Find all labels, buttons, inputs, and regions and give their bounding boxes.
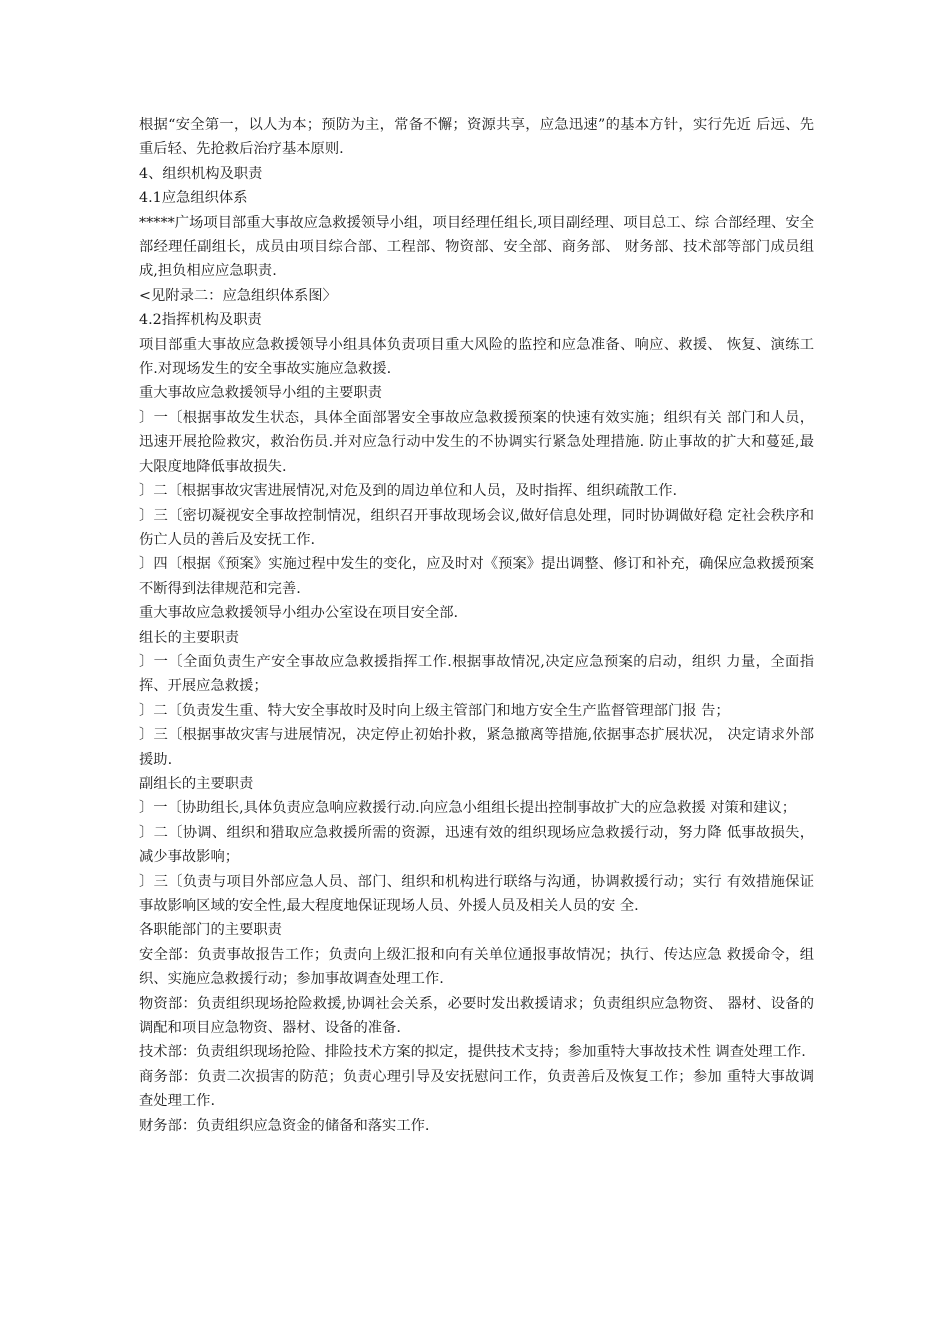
list-item: 〕四〔根据《预案》实施过程中发生的变化，应及时对《预案》提出调整、修订和补充，确保应急救援预案不断得到法律规范和完善.: [139, 556, 814, 597]
list-item: 〕三〔负责与项目外部应急人员、部门、组织和机构进行联络与沟通，协调救援行动；实行 有效措施保证事故影响区域的安全性,最大程度地保证现场人员、外援人员及相关人员的安 全.: [139, 873, 814, 914]
paragraph-leading-group: *****广场项目部重大事故应急救援领导小组，项目经理任组长,项目副经理、项目总工、综 合部经理、安全部经理任副组长，成员由项目综合部、工程部、物资部、安全部、商务部、 财务部、技术部等部门成员组成,担负相应应急职责.: [139, 214, 814, 280]
paragraph-technical-dept: 技术部：负责组织现场抢险、排险技术方案的拟定，提供技术支持；参加重特大事故技术性 调查处理工作.: [139, 1044, 806, 1061]
paragraph-safety-dept: 安全部：负责事故报告工作；负责向上级汇报和向有关单位通报事故情况；执行、传达应急 救援命令，组织、实施应急救援行动；参加事故调查处理工作.: [139, 946, 814, 988]
paragraph-appendix-ref: <见附录二：应急组织体系图〉: [139, 287, 337, 304]
list-item: 〕三〔密切凝视安全事故控制情况，组织召开事故现场会议,做好信息处理，同时协调做好稳 定社会秩序和伤亡人员的善后及安抚工作.: [139, 507, 814, 548]
list-item: 〕二〔根据事故灾害进展情况,对危及到的周边单位和人员，及时指挥、组织疏散工作.: [139, 483, 678, 500]
heading-organization: 4、组织机构及职责: [139, 165, 263, 182]
list-item: 〕三〔根据事故灾害与进展情况，决定停止初始扑救，紧急撤离等措施,依据事态扩展状况， 决定请求外部援助.: [139, 727, 814, 768]
paragraph-business-dept: 商务部：负责二次损害的防范；负责心理引导及安抚慰问工作，负责善后及恢复工作；参加 重特大事故调查处理工作.: [139, 1068, 814, 1110]
heading-leader-duties: 组长的主要职责: [139, 629, 240, 646]
heading-command: 4.2指挥机构及职责: [139, 312, 262, 329]
document-body: [139, 113, 814, 1138]
paragraph-finance-dept: 财务部：负责组织应急资金的储备和落实工作.: [139, 1117, 430, 1134]
list-item: 〕二〔负责发生重、特大安全事故时及时向上级主管部门和地方安全生产监督管理部门报 告；: [139, 702, 730, 719]
heading-group-duties: 重大事故应急救援领导小组的主要职责: [139, 385, 383, 402]
list-item: 〕一〔根据事故发生状态，具体全面部署安全事故应急救援预案的快速有效实施；组织有关 部门和人员，迅速开展抢险救灾，救治伤员.并对应急行动中发生的不协调实行紧急处理措施. 防止事故的扩大和蔓延,最大限度地降低事故损失.: [139, 409, 814, 475]
list-item: 〕二〔协调、组织和猎取应急救援所需的资源，迅速有效的组织现场应急救援行动，努力降 低事故损失，减少事故影响；: [139, 824, 814, 866]
list-item: 〕一〔协助组长,具体负责应急响应救援行动.向应急小组组长提出控制事故扩大的应急救援 对策和建议；: [139, 800, 796, 817]
paragraph-office: 重大事故应急救援领导小组办公室设在项目安全部.: [139, 605, 459, 622]
heading-deputy-duties: 副组长的主要职责: [139, 775, 254, 792]
paragraph-principles: 根据“安全第一，以人为本；预防为主，常备不懈；资源共享，应急迅速”的基本方针，实行先近 后远、先重后轻、先抢救后治疗基本原则.: [139, 117, 814, 158]
paragraph-materials-dept: 物资部：负责组织现场抢险救援,协调社会关系，必要时发出救援请求；负责组织应急物资、 器材、设备的调配和项目应急物资、器材、设备的准备.: [139, 995, 814, 1037]
heading-department-duties: 各职能部门的主要职责: [139, 922, 282, 939]
heading-emergency-system: 4.1应急组织体系: [139, 190, 248, 207]
paragraph-command-scope: 项目部重大事故应急救援领导小组具体负责项目重大风险的监控和应急准备、响应、救援、 恢复、演练工作.对现场发生的安全事故实施应急救援.: [139, 336, 814, 378]
list-item: 〕一〔全面负责生产安全事故应急救援指挥工作.根据事故情况,决定应急预案的启动，组织 力量，全面指挥、开展应急救援；: [139, 653, 814, 695]
